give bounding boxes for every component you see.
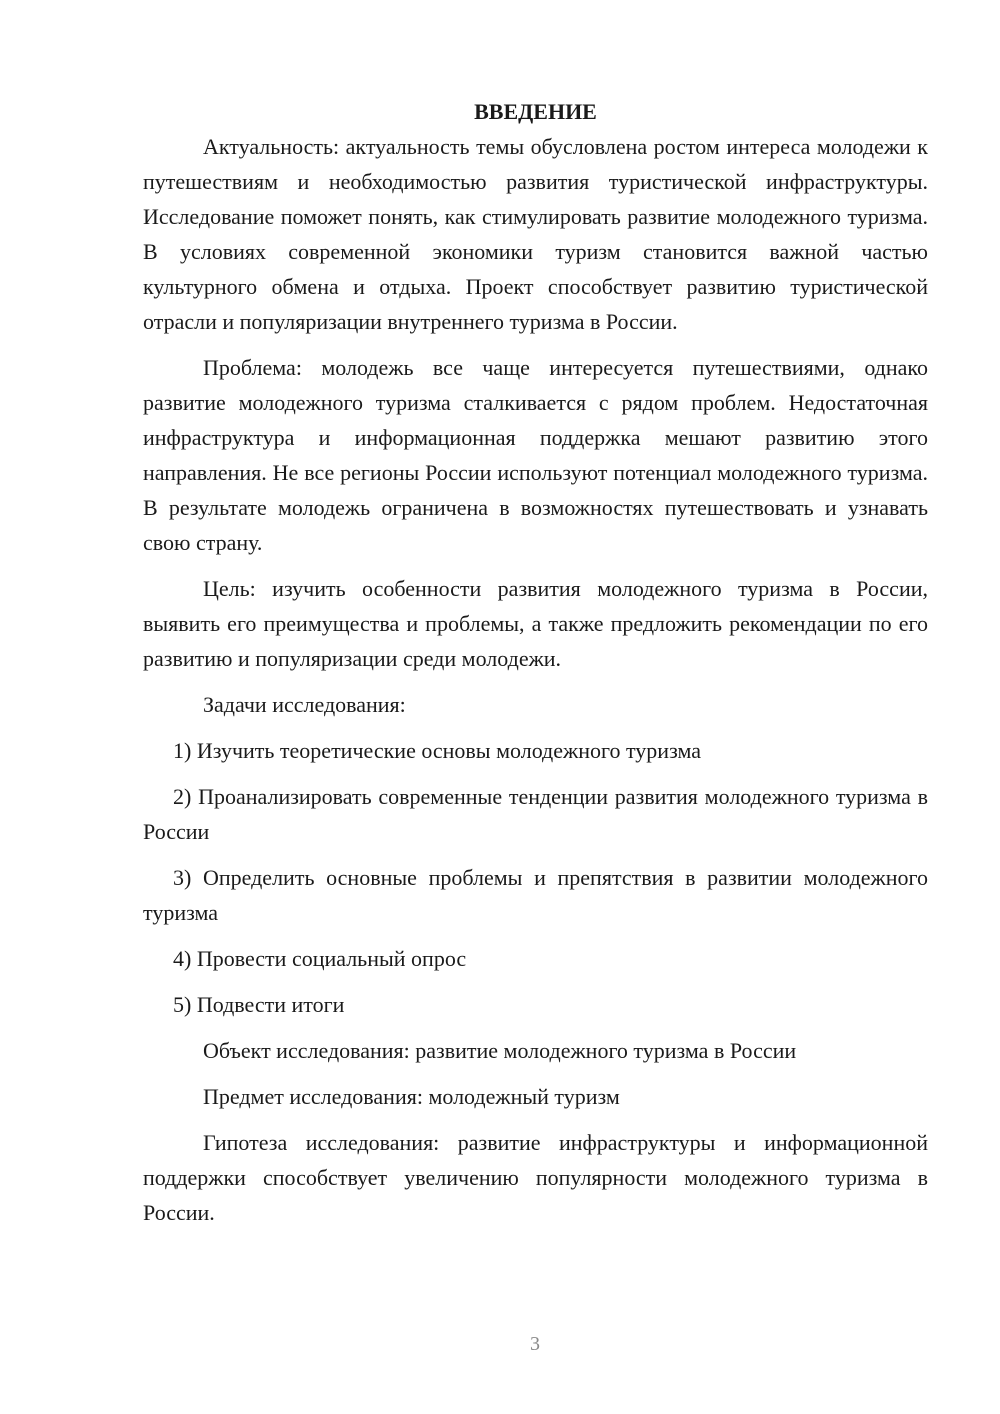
relevance-paragraph: Актуальность: актуальность темы обусловлена ростом интереса молодежи к путешествиям и необходимостью развития туристической инфраструктуры. Исследование поможет понять, как стимулировать развитие молодежного туризма. В условиях современной экономики туризм становится важной частью культурного обмена и отдыха. Проект способствует развитию туристической отрасли и популяризации внутреннего туризма в России. [143,134,928,334]
section-title: ВВЕДЕНИЕ [474,99,597,124]
tasks-heading: Задачи исследования: [203,692,406,717]
page-number: 3 [530,1333,540,1355]
research-object: Объект исследования: развитие молодежного туризма в России [203,1038,797,1063]
page-content [143,94,928,1230]
task-item-2: 2) Проанализировать современные тенденции развития молодежного туризма в России [143,784,928,844]
goal-paragraph: Цель: изучить особенности развития молодежного туризма в России, выявить его преимущества и проблемы, а также предложить рекомендации по его развитию и популяризации среди молодежи. [143,576,928,671]
problem-paragraph: Проблема: молодежь все чаще интересуется путешествиями, однако развитие молодежного туризма сталкивается с рядом проблем. Недостаточная инфраструктура и информационная поддержка мешают развитию этого направления. Не все регионы России используют потенциал молодежного туризма. В результате молодежь ограничена в возможностях путешествовать и узнавать свою страну. [143,355,928,555]
research-hypothesis: Гипотеза исследования: развитие инфраструктуры и информационной поддержки способствует увеличению популярности молодежного туризма в России. [143,1130,928,1225]
task-item-1: 1) Изучить теоретические основы молодежного туризма [173,738,701,763]
task-item-4: 4) Провести социальный опрос [173,946,467,971]
task-item-3: 3) Определить основные проблемы и препятствия в развитии молодежного туризма [143,865,928,925]
task-item-5: 5) Подвести итоги [173,992,345,1017]
research-subject: Предмет исследования: молодежный туризм [203,1084,620,1109]
